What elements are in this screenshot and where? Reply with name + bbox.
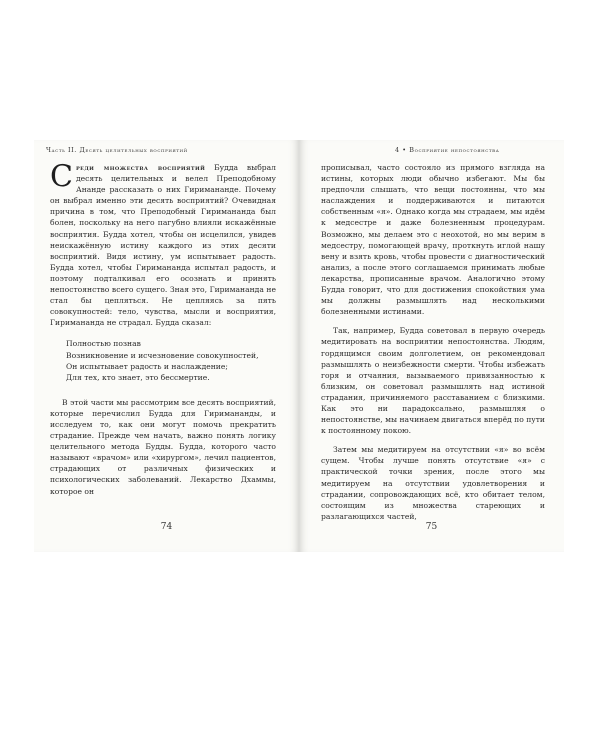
verse-line: Для тех, кто знает, это бессмертие.: [66, 372, 210, 382]
right-page: [299, 140, 564, 552]
left-page-text: [50, 159, 276, 497]
page-number-right: 75: [425, 522, 438, 532]
book-spread: [34, 140, 564, 552]
left-paragraph-2: В этой части мы рассмотрим все десять восприятий, которые перечислил Будда для Гиримананды, и исследуем то, как они могут помочь прекратить страдание. Прежде чем начать, важно понять логику целительного метода Будды. Будда, которого часто называют «врачом» или «хирургом», лечил пациентов, страдающих от различных физических и психологических заболеваний. Лекарство Дхаммы, которое он: [50, 397, 276, 496]
right-page-text: [321, 162, 545, 522]
verse-line: Полностью познав: [66, 339, 141, 349]
lead-in: реди множества восприятий: [75, 163, 206, 172]
left-paragraph-1: [50, 159, 276, 328]
page-number-left: 74: [160, 522, 173, 532]
right-paragraph-1: прописывал, часто состояло из прямого взгляда на истины, которых люди обычно избегают. Мы бы предпочли слышать, что вещи постоянны, что мы наслаждения и поддерживаются и питаются собственным «я». Однако когда мы страдаем, мы идём к медсестре и даже болезненным процедурам. Возможно, мы делаем это с неохотой, но мы верим в медсестру, помогающей врачу, проткнуть иглой нашу вену и взять кровь, чтобы провести с диагностический анализ, а после этого соглашаемся принимать любые лекарства, прописанные врачом. Аналогично этому Будда говорит, что для достижения спокойствия ума мы должны размышлять над несколькими болезненными истинами.: [321, 163, 545, 317]
right-paragraph-3: Затем мы медитируем на отсутствии «я» во всём сущем. Чтобы лучше понять отсутствие «я» с практической точки зрения, после этого мы медитируем на отсутствии удовлетворения и страдании, сопровождающих всё, кто обитает телом, состоящим из множества стареющих и разлагающихся частей,: [321, 445, 545, 521]
right-paragraph-2: Так, например, Будда советовал в первую очередь медитировать на восприятии непостоянства. Людям, гордящимся своим долголетием, он рекомендовал размышлять о неизбежности смерти. Чтобы избежать горя и отчаяния, вызываемого привязанностью к близким, он советовал размышлять над истиной страдания, причиняемого расставанием с близкими. Как это ни парадоксально, размышляя о непостоянстве, мы начинаем двигаться вперёд по пути к постоянному покою.: [321, 326, 545, 436]
drop-cap: С: [50, 159, 73, 194]
verse-line: Он испытывает радость и наслаждение;: [66, 361, 228, 371]
verse-line: Возникновение и исчезновение совокупностей,: [66, 350, 259, 360]
verse-block: [66, 338, 276, 382]
left-page: [34, 140, 299, 552]
running-head-left: Часть II. Десять целительных восприятий: [46, 146, 188, 154]
left-paragraph-1-body: Будда выбрал десять целительных и велел Преподобному Ананде рассказать о них Гиримананде. Почему он выбрал именно эти десять восприятий? Очевидная причина в том, что Преподобный Гиримананда был болен, поскольку на него пагубно влияли искажённые восприятия. Будда хотел, чтобы он исцелился, увидев неискажённую истину каждого из этих десяти восприятий. Видя истину, ум испытывает радость. Будда хотел, чтобы Гиримананда испытал радость, и поэтому подталкивал его осознать и принять непостоянство всего сущего. Зная это, Гиримананда не стал бы цепляться. Не цепляясь за пять совокупностей: тело, чувства, мысли и восприятия, Гиримананда не страдал. Будда сказал:: [50, 163, 276, 328]
running-head-right: 4 • Восприятие непостоянства: [395, 146, 500, 154]
